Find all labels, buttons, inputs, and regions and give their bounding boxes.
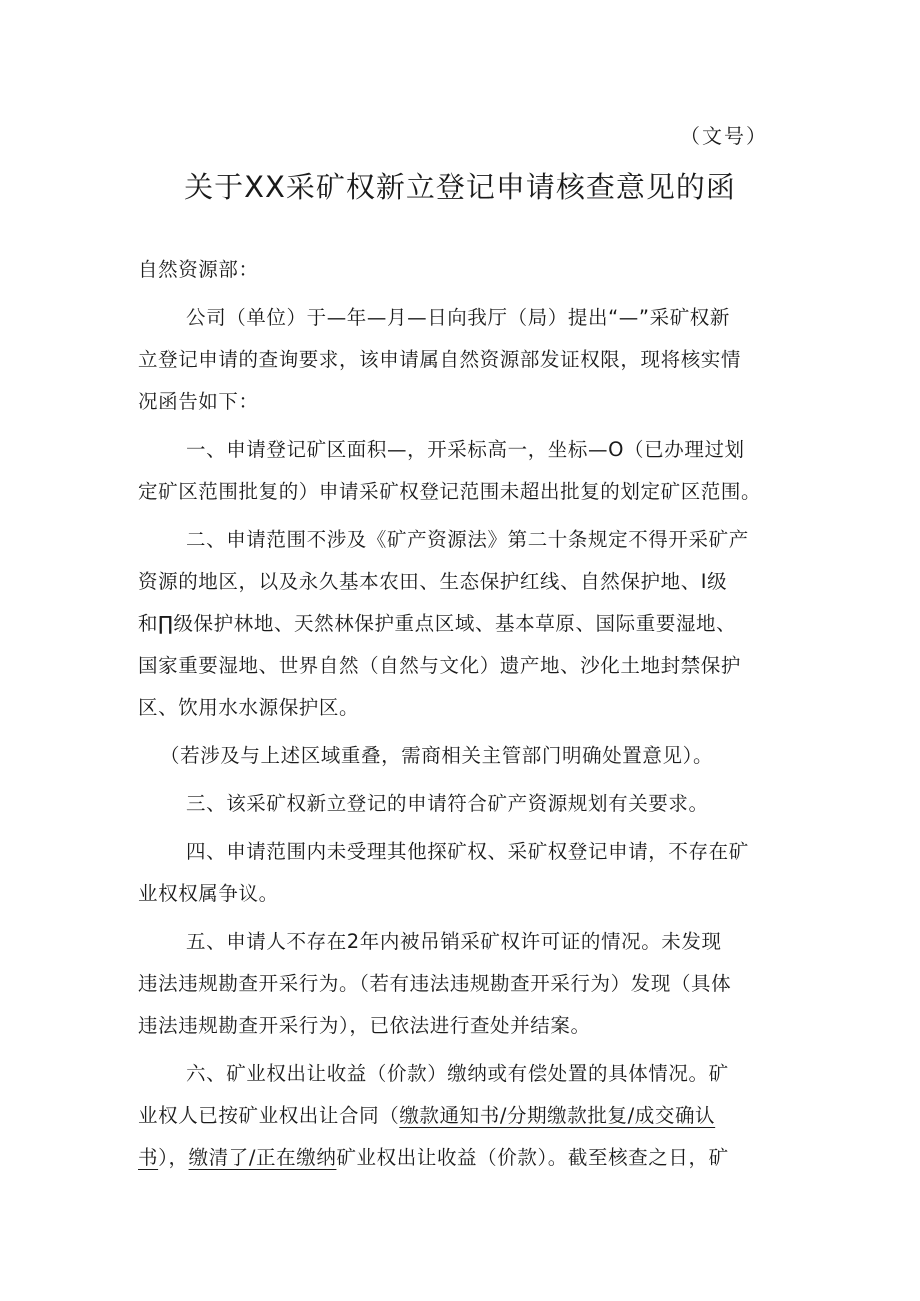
item-3-paragraph: 三、该采矿权新立登记的申请符合矿产资源规划有关要求。	[186, 792, 709, 815]
paragraph-line: 区、饮用水水源保护区。	[138, 696, 360, 719]
item-4-paragraph	[138, 831, 788, 915]
paragraph-line	[138, 1095, 788, 1137]
text-segment: 业权人已按矿业权出让合同（	[138, 1104, 400, 1127]
item-2-note: （若涉及与上述区域重叠，需商相关主管部门明确处置意见）。	[160, 744, 714, 767]
paragraph-line: 业权权属争议。	[138, 882, 279, 905]
paragraph-line: 立登记申请的查询要求，该申请属自然资源部发证权限，现将核实情	[138, 348, 742, 371]
item-2-paragraph	[138, 519, 788, 729]
paragraph-line	[138, 1137, 788, 1179]
paragraph-line: 四、申请范围内未受理其他探矿权、采矿权登记申请，不存在矿	[186, 840, 749, 863]
document-number: （文号）	[680, 124, 768, 148]
paragraph-line: 和∏级保护林地、天然林保护重点区域、基本草原、国际重要湿地、	[138, 612, 737, 635]
document-body	[138, 249, 788, 1179]
underlined-fill-in: 缴清了/正在缴纳	[188, 1146, 337, 1169]
item-1-paragraph	[138, 429, 788, 513]
paragraph-line: 五、申请人不存在2年内被吊销采矿权许可证的情况。未发现	[186, 930, 722, 953]
intro-paragraph	[138, 297, 788, 423]
paragraph-line: 六、矿业权出让收益（价款）缴纳或有偿处置的具体情况。矿	[186, 1062, 729, 1085]
paragraph-line: 资源的地区，以及永久基本农田、生态保护红线、自然保护地、I级	[138, 570, 728, 593]
paragraph-line: 公司（单位）于—年—月—日向我厅（局）提出“—”采矿权新	[186, 306, 731, 329]
paragraph-line: 国家重要湿地、世界自然（自然与文化）遗产地、沙化土地封禁保护	[138, 654, 742, 677]
item-5-paragraph	[138, 921, 788, 1047]
paragraph-line: 一、申请登记矿区面积—，开采标高一，坐标—O（已办理过划	[186, 438, 745, 461]
paragraph-line: 违法违规勘查开采行为。（若有违法违规勘查开采行为）发现（具体	[138, 972, 732, 995]
item-6-paragraph	[138, 1053, 788, 1179]
paragraph-line: 况函告如下：	[138, 390, 259, 413]
underlined-fill-in: 缴款通知书/分期缴款批复/成交确认	[399, 1104, 716, 1127]
paragraph-line: 违法违规勘查开采行为），已依法进行查处并结案。	[138, 1014, 591, 1037]
underlined-fill-in: 书	[138, 1146, 159, 1169]
text-segment: 矿业权出让收益（价款）。截至核查之日，矿	[336, 1146, 729, 1169]
paragraph-line: 定矿区范围批复的）申请采矿权登记范围未超出批复的划定矿区范围。	[138, 480, 762, 503]
document-title: 关于XX采矿权新立登记申请核查意见的函	[184, 170, 736, 204]
text-segment: ），	[158, 1146, 189, 1169]
addressee: 自然资源部：	[138, 258, 259, 281]
paragraph-line: 二、申请范围不涉及《矿产资源法》第二十条规定不得开采矿产	[186, 528, 749, 551]
